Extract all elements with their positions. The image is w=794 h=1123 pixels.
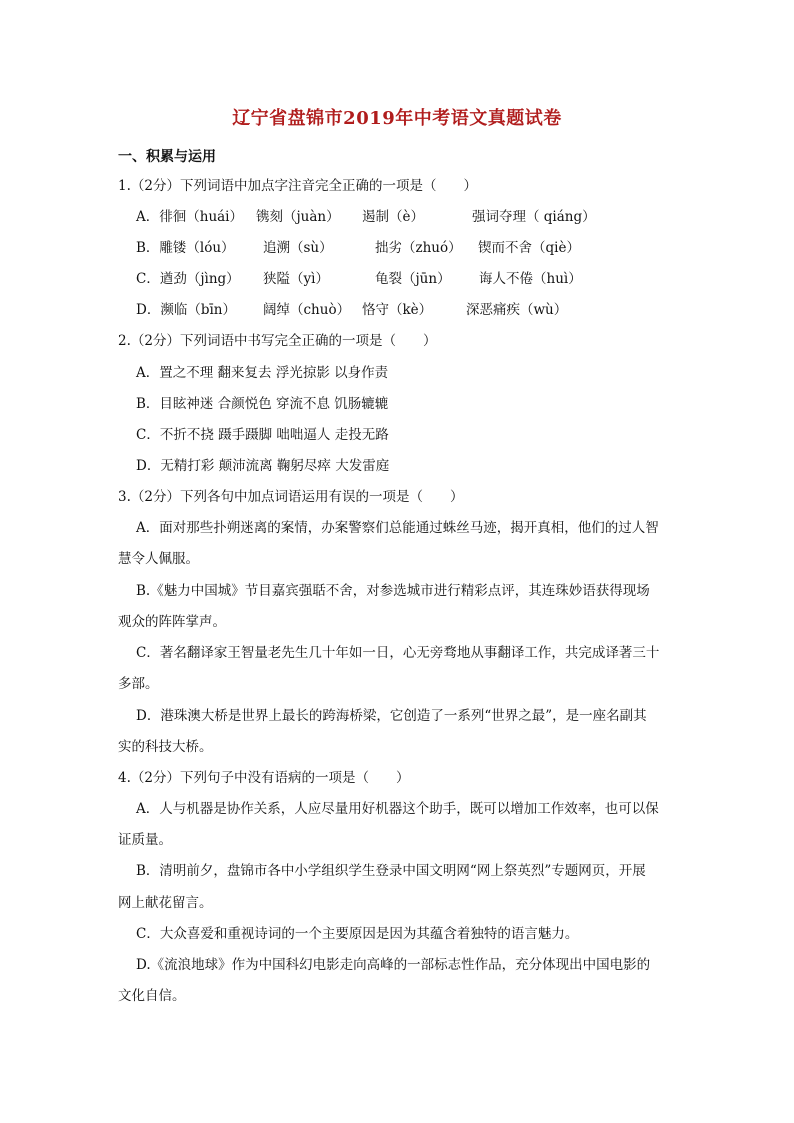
question-4-stem: 4.（2分）下列句子中没有语病的一项是（ ） (118, 770, 410, 786)
question-4-option-b-line-2: 网上献花留言。 (118, 895, 213, 911)
question-2-option-c: C．不折不挠 蹑手蹑脚 咄咄逼人 走投无路 (136, 427, 389, 443)
question-4-option-b-line-1: B．清明前夕，盘锦市各中小学组织学生登录中国文明网“网上祭英烈”专题网页，开展 (136, 863, 646, 879)
q1-b-item-4: 锲而不舍（qiè） (478, 240, 580, 256)
question-3-option-c-line-2: 多部。 (118, 676, 159, 692)
q1-c-item-3: 龟裂（jūn） (375, 271, 451, 287)
q1-a-item-3: 遏制（è） (362, 209, 424, 225)
question-3-option-d-line-2: 实的科技大桥。 (118, 739, 213, 755)
q1-a-item-2: 镌刻（juàn） (256, 209, 340, 225)
section-heading: 一、积累与运用 (118, 149, 216, 165)
q1-b-item-1: B．雕镂（lóu） (136, 240, 235, 256)
q1-d-item-3: 恪守（kè） (362, 302, 433, 318)
q1-c-item-2: 狭隘（yì） (263, 271, 329, 287)
question-2-stem: 2.（2分）下列词语中书写完全正确的一项是（ ） (118, 333, 437, 349)
question-3-option-a-line-1: A．面对那些扑朔迷离的案情，办案警察们总能通过蛛丝马迹，揭开真相，他们的过人智 (136, 520, 659, 536)
q1-a-item-1: A．徘徊（huái） (136, 209, 244, 225)
question-3-option-d-line-1: D．港珠澳大桥是世界上最长的跨海桥梁，它创造了一系列“世界之最”，是一座名副其 (136, 708, 647, 724)
question-4-option-c: C．大众喜爱和重视诗词的一个主要原因是因为其蕴含着独特的语言魅力。 (136, 926, 579, 942)
page-title: 辽宁省盘锦市2019年中考语文真题试卷 (232, 108, 562, 129)
q1-c-item-1: C．遒劲（jìng） (136, 271, 240, 287)
question-3-option-a-line-2: 慧令人佩服。 (118, 551, 199, 567)
question-4-option-a-line-1: A．人与机器是协作关系，人应尽量用好机器这个助手，既可以增加工作效率，也可以保 (136, 801, 659, 817)
question-3-option-c-line-1: C．著名翻译家王智量老先生几十年如一日，心无旁骛地从事翻译工作，共完成译著三十 (136, 645, 660, 661)
question-2-option-d: D．无精打彩 颠沛流离 鞠躬尽瘁 大发雷庭 (136, 458, 390, 474)
q1-d-item-4: 深恶痛疾（wù） (466, 302, 568, 318)
question-4-option-d-line-2: 文化自信。 (118, 988, 186, 1004)
question-1-stem: 1.（2分）下列词语中加点字注音完全正确的一项是（ ） (118, 178, 477, 194)
q1-c-item-4: 诲人不倦（huì） (479, 271, 582, 287)
question-2-option-a: A．置之不理 翻来复去 浮光掠影 以身作责 (136, 365, 389, 381)
question-3-option-b-line-1: B.《魅力中国城》节目嘉宾强聒不舍，对参选城市进行精彩点评，其连珠妙语获得现场 (136, 583, 650, 599)
q1-b-item-3: 拙劣（zhuó） (375, 240, 462, 256)
q1-d-item-1: D．濒临（bīn） (136, 302, 236, 318)
question-4-option-a-line-2: 证质量。 (118, 832, 172, 848)
q1-d-item-2: 阔绰（chuò） (263, 302, 351, 318)
q1-a-item-4: 强词夺理（ qiáng） (472, 209, 596, 225)
question-2-option-b: B．目眩神迷 合颜悦色 穿流不息 饥肠辘辘 (136, 396, 389, 412)
q1-b-item-2: 追溯（sù） (263, 240, 333, 256)
question-3-option-b-line-2: 观众的阵阵掌声。 (118, 614, 226, 630)
question-3-stem: 3.（2分）下列各句中加点词语运用有误的一项是（ ） (118, 489, 464, 505)
question-4-option-d-line-1: D.《流浪地球》作为中国科幻电影走向高峰的一部标志性作品，充分体现出中国电影的 (136, 957, 651, 973)
